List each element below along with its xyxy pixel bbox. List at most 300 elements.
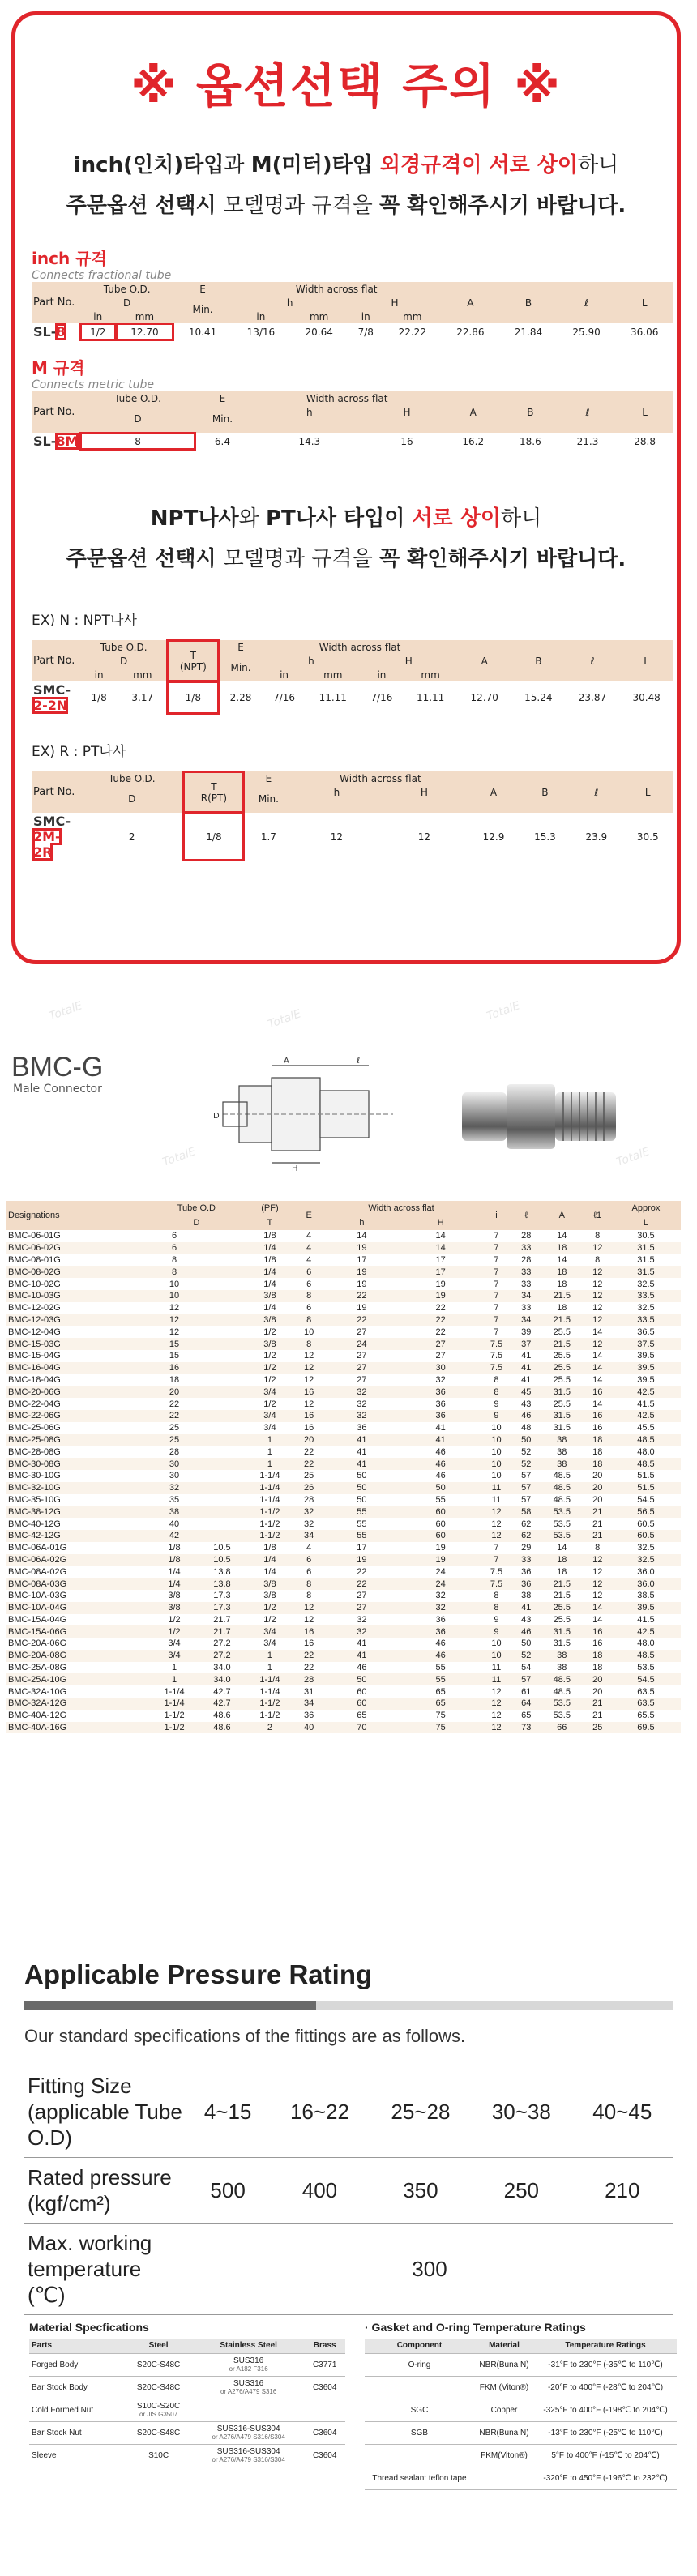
cell: 60 <box>357 1686 367 1697</box>
cell: 1/4 <box>263 1279 276 1289</box>
cell: -320°F to 450°F (-196℃ to 232℃) <box>534 2467 677 2489</box>
cell: 7.5 <box>480 1338 512 1350</box>
watermark: TotalE <box>485 999 522 1023</box>
cell: 19 <box>435 1543 446 1553</box>
cell: 18 <box>592 1446 603 1457</box>
cell: 7 <box>494 1543 499 1553</box>
th-t: T <box>211 780 217 792</box>
designation-cell: BMC-15-03G <box>6 1338 148 1350</box>
cell: 32.5 <box>611 1554 681 1566</box>
th-l-small: ℓ <box>513 1201 540 1230</box>
cell: 53.5 <box>553 1519 571 1529</box>
cell <box>200 1410 245 1422</box>
inch-spec-sub: Connects fractional tube <box>32 269 172 282</box>
th-in-3: in <box>360 668 404 681</box>
cell: 1-1/4 <box>164 1686 185 1697</box>
cell: 35 <box>169 1494 180 1505</box>
cell: 57 <box>521 1494 532 1505</box>
th-pf: (PF) <box>244 1201 295 1215</box>
th-b: B <box>520 771 571 813</box>
cell: 33 <box>513 1554 540 1566</box>
cell: 7 <box>494 1231 499 1241</box>
table-row <box>6 1590 681 1602</box>
cell: 48.5 <box>540 1482 584 1494</box>
cell <box>200 1230 245 1242</box>
cell: 50 <box>401 1482 480 1494</box>
cell: 1-1/2 <box>244 1530 295 1542</box>
cell <box>200 1290 245 1302</box>
cell: 22 <box>296 1458 323 1470</box>
cell: 57 <box>521 1471 532 1481</box>
m-type-text: M(미터)타입 <box>250 153 373 177</box>
cell: 1/8 <box>167 681 219 714</box>
cell: 40~45 <box>572 2066 673 2158</box>
cell: 18 <box>584 1650 611 1662</box>
cell: 32 <box>401 1602 480 1614</box>
cell: 1/8 <box>80 681 118 714</box>
cell: 41 <box>521 1374 532 1385</box>
th-e: E <box>219 640 262 654</box>
table-row <box>6 1434 681 1446</box>
cell: 25 <box>169 1423 180 1433</box>
cell: 22 <box>323 1290 401 1302</box>
cell: 41 <box>357 1446 367 1457</box>
part-highlight: 8M <box>56 434 79 449</box>
cell: SGC <box>365 2399 474 2421</box>
cell: 21.7 <box>200 1625 245 1638</box>
cell: 16 <box>296 1386 323 1398</box>
cell: 7 <box>480 1290 512 1302</box>
table-row <box>6 1458 681 1470</box>
cell: 18.6 <box>502 433 559 450</box>
designation-cell: BMC-28-08G <box>8 1446 61 1457</box>
cell <box>200 1482 245 1494</box>
cell: 18 <box>540 1266 584 1278</box>
th-h-small: h <box>263 654 360 668</box>
cell <box>200 1434 245 1446</box>
designation-cell: BMC-25A-10G <box>6 1673 148 1685</box>
pressure-title: Applicable Pressure Rating <box>24 1959 373 1989</box>
cell: Copper <box>474 2399 534 2421</box>
cell: 16 <box>296 1410 323 1422</box>
designation-cell: BMC-10A-03G <box>8 1591 67 1601</box>
th-stainless: Stainless Steel <box>193 2339 304 2353</box>
cell: 16 <box>296 1625 323 1638</box>
th-mm-2: mm <box>306 668 360 681</box>
cell: 55 <box>323 1530 401 1542</box>
th-e: E <box>296 1201 323 1230</box>
cell: 33 <box>521 1303 532 1314</box>
cell: 41 <box>323 1434 401 1446</box>
cell: 8 <box>480 1602 512 1614</box>
cell: 21 <box>592 1711 603 1721</box>
cell: 31.5 <box>540 1625 584 1638</box>
cell: 36 <box>357 1423 367 1433</box>
th-width: Width across flat <box>250 391 444 405</box>
th-h-big: H <box>370 405 445 419</box>
cell: 8 <box>296 1338 323 1350</box>
cell: 500 <box>186 2158 269 2224</box>
designation-cell: BMC-38-12G <box>6 1506 148 1518</box>
cell: Thread sealant teflon tape <box>365 2467 474 2489</box>
cell: 60.5 <box>611 1530 681 1542</box>
m-spec-sub: Connects metric tube <box>32 378 155 391</box>
cell: 51.5 <box>611 1482 681 1494</box>
cell: 9 <box>494 1399 499 1409</box>
table-row <box>6 1290 681 1302</box>
cell: 52 <box>513 1458 540 1470</box>
table-row <box>6 1266 681 1278</box>
th-width: Width across flat <box>293 771 468 785</box>
cell: 41 <box>521 1351 532 1361</box>
cell: 25 <box>304 1471 314 1481</box>
cell: 9 <box>494 1614 499 1625</box>
cell: 48 <box>521 1423 532 1433</box>
cell: 30.48 <box>619 681 673 714</box>
th-min: Min. <box>219 654 262 681</box>
gasket-title: · Gasket and O-ring Temperature Ratings <box>365 2321 586 2334</box>
cell: Bar Stock Nut <box>29 2421 124 2444</box>
cell: 57 <box>513 1482 540 1494</box>
cell: 51.5 <box>637 1471 655 1481</box>
designation-cell: BMC-12-04G <box>8 1326 61 1337</box>
cell: 3/8 <box>244 1290 295 1302</box>
cell: 18 <box>540 1554 584 1566</box>
cell: 73 <box>513 1722 540 1734</box>
cell: 1/8 <box>263 1254 276 1265</box>
cell: 32 <box>323 1386 401 1398</box>
cell: 55 <box>435 1494 446 1505</box>
table-row <box>6 1446 681 1458</box>
designation-cell: BMC-20A-08G <box>6 1650 148 1662</box>
cell: 57 <box>513 1673 540 1685</box>
cell: 3/8 <box>244 1578 295 1590</box>
cell: 7 <box>494 1303 499 1314</box>
cell <box>200 1266 245 1278</box>
notice-line-2 <box>15 186 677 226</box>
th-part-no: Part No. <box>32 282 80 323</box>
cell: 15 <box>148 1338 199 1350</box>
cell: 12 <box>584 1338 611 1350</box>
cell: 19 <box>401 1290 480 1302</box>
th-mm: mm <box>118 668 167 681</box>
cell: 8 <box>80 433 195 450</box>
cell: 1 <box>244 1650 295 1662</box>
cell: 50 <box>357 1494 367 1505</box>
th-part-no: Part No. <box>32 771 80 813</box>
cell: 14 <box>584 1362 611 1374</box>
cell: FKM (Viton®) <box>474 2376 534 2399</box>
table-row <box>6 1302 681 1314</box>
table-row <box>6 1625 681 1638</box>
th-l-small: ℓ <box>559 391 617 433</box>
part-highlight: 8 <box>56 324 66 340</box>
cell: 1-1/2 <box>244 1698 295 1710</box>
cell: 63.5 <box>611 1698 681 1710</box>
designation-cell: BMC-42-12G <box>6 1530 148 1542</box>
cell: 1/2 <box>148 1625 199 1638</box>
cell: 31.5 <box>540 1410 584 1422</box>
cell: 12 <box>480 1722 512 1734</box>
cell: 25 <box>584 1722 611 1734</box>
cell: 55 <box>323 1506 401 1518</box>
cell: 53.5 <box>540 1506 584 1518</box>
cell: 22 <box>323 1314 401 1326</box>
th-l: L <box>611 1215 681 1230</box>
cell: 1-1/2 <box>259 1711 280 1721</box>
th-b: B <box>499 282 558 323</box>
cell: Forged Body <box>29 2353 124 2376</box>
cell: 19 <box>357 1303 367 1314</box>
pt-example-label: EX) R : PT나사 <box>32 744 126 760</box>
designation-cell: BMC-35-10G <box>8 1494 61 1505</box>
cell: S10C-S20C or JIS G3507 <box>124 2399 193 2421</box>
table-row <box>6 1386 681 1398</box>
cell: 15 <box>169 1351 180 1361</box>
th-h-small: h <box>232 296 348 310</box>
cell: 27 <box>401 1338 480 1350</box>
cell: 25.90 <box>558 323 616 340</box>
cell: 17 <box>401 1266 480 1278</box>
table-row <box>6 1422 681 1434</box>
dim-l-label: ℓ <box>357 1057 361 1066</box>
cell: 48.5 <box>553 1471 571 1481</box>
cell: 30 <box>169 1471 180 1481</box>
cell: 1-1/2 <box>148 1722 199 1734</box>
cell: 1/4 <box>244 1554 295 1566</box>
cell: 1/4 <box>168 1566 181 1577</box>
cell: 21.5 <box>540 1314 584 1326</box>
th-a: A <box>468 771 519 813</box>
cell: 45.5 <box>637 1423 655 1433</box>
cell: 1.7 <box>244 813 293 861</box>
cell: 65 <box>401 1698 480 1710</box>
table-row <box>6 1698 681 1710</box>
cell: 66 <box>540 1722 584 1734</box>
pressure-description: Our standard specifications of the fittings are as follows. <box>24 2026 466 2046</box>
cell: 3/8 <box>148 1602 199 1614</box>
table-row <box>6 1614 681 1626</box>
cell: 8 <box>595 1254 601 1265</box>
table-row <box>6 1602 681 1614</box>
th-d: D <box>80 405 195 433</box>
title-underline <box>24 2001 673 2010</box>
cell: 25~28 <box>370 2066 471 2158</box>
cell: 65 <box>521 1711 532 1721</box>
title-underline-accent <box>24 2001 316 2010</box>
cell: 54 <box>521 1663 532 1673</box>
cell: 45 <box>513 1386 540 1398</box>
th-e: E <box>173 282 232 296</box>
table-row <box>6 1482 681 1494</box>
cell: 30.5 <box>622 813 673 861</box>
cell: 3/4 <box>244 1625 295 1638</box>
cell: 58 <box>513 1506 540 1518</box>
cell: 25.5 <box>553 1614 571 1625</box>
cell: 14 <box>435 1231 446 1241</box>
th-tube-od: Tube O.D <box>148 1201 244 1215</box>
cell: 18 <box>557 1566 567 1577</box>
cell: 42.5 <box>611 1625 681 1638</box>
cell: 10.5 <box>200 1554 245 1566</box>
cell: 24 <box>435 1566 446 1577</box>
confirm-text: 확인해주시기 바랍니다. <box>400 194 626 218</box>
cell: 46 <box>401 1650 480 1662</box>
cell: 31.5 <box>553 1638 571 1649</box>
cell <box>200 1506 245 1518</box>
cell: 53.5 <box>540 1698 584 1710</box>
designation-cell: BMC-08-02G <box>6 1266 148 1278</box>
cell <box>200 1446 245 1458</box>
cell: 12 <box>584 1290 611 1302</box>
designation-cell: BMC-12-02G <box>8 1303 61 1314</box>
cell: 31.5 <box>611 1242 681 1254</box>
cell: 22 <box>169 1399 180 1409</box>
cell: 31.5 <box>611 1266 681 1278</box>
cell: 12 <box>480 1530 512 1542</box>
cell: 65 <box>435 1686 446 1697</box>
cell: 12 <box>491 1711 502 1721</box>
cell: 25.5 <box>553 1326 571 1337</box>
cell: 4 <box>306 1543 312 1553</box>
cell: 50 <box>513 1434 540 1446</box>
cell: 1-1/4 <box>244 1482 295 1494</box>
cell: 38 <box>557 1663 567 1673</box>
designation-cell: BMC-20-06G <box>6 1386 148 1398</box>
cell: 6 <box>296 1554 323 1566</box>
bmc-g-spec-table <box>6 1201 681 1733</box>
cell: 20.64 <box>290 323 348 340</box>
cell: 30~38 <box>471 2066 571 2158</box>
cell: 26 <box>296 1482 323 1494</box>
cell <box>200 1350 245 1362</box>
th-in: in <box>80 310 116 323</box>
cell: 75 <box>435 1711 446 1721</box>
th-part-no: Part No. <box>32 640 80 681</box>
cell: 1/2 <box>263 1614 276 1625</box>
cell: 17 <box>357 1254 367 1265</box>
cell: 1 <box>244 1434 295 1446</box>
cell: 11 <box>480 1673 512 1685</box>
m-spec-label: M 규격 <box>32 358 85 378</box>
cell: 55 <box>357 1519 367 1529</box>
cell: 6 <box>171 1231 177 1241</box>
cell: 36 <box>304 1711 314 1721</box>
cell: -13°F to 230°F (-25℃ to 110℃) <box>534 2421 677 2444</box>
cell: 12 <box>296 1602 323 1614</box>
th-rpt: R(PT) <box>200 792 228 804</box>
th-tube-od: Tube O.D. <box>80 771 183 785</box>
cell: 39.5 <box>611 1362 681 1374</box>
cell: 1/8 <box>148 1554 199 1566</box>
cell: 3/8 <box>168 1591 181 1601</box>
designation-cell: BMC-10-03G <box>6 1290 148 1302</box>
cell: 12 <box>296 1362 323 1374</box>
cell: 64 <box>513 1698 540 1710</box>
th-approx: Approx <box>611 1201 681 1215</box>
cell: 32 <box>435 1591 446 1601</box>
cell: 60.5 <box>637 1519 655 1529</box>
th-mm-2: mm <box>290 310 348 323</box>
cell: C3771 <box>304 2353 345 2376</box>
table-row <box>29 2399 345 2421</box>
th-d: D <box>80 785 183 813</box>
th-h-big: H <box>348 296 441 310</box>
cell: 6 <box>306 1303 312 1314</box>
cell: 4 <box>306 1254 312 1265</box>
th-in-2: in <box>232 310 290 323</box>
cell: 14 <box>557 1254 567 1265</box>
table-row <box>6 1722 681 1734</box>
cell: 32 <box>323 1410 401 1422</box>
cell: 1-1/4 <box>259 1494 280 1505</box>
cell: 17.3 <box>213 1591 231 1601</box>
cell: 54.5 <box>637 1494 655 1505</box>
cell: 7/16 <box>360 681 404 714</box>
designation-cell: BMC-10A-04G <box>6 1602 148 1614</box>
cell: 32 <box>435 1374 446 1385</box>
cell: 21 <box>584 1530 611 1542</box>
cell: 1/4 <box>263 1566 276 1577</box>
cell: 25.5 <box>540 1362 584 1374</box>
th-h-big: H <box>401 1215 480 1230</box>
cell: S20C-S48C <box>124 2376 193 2399</box>
cell: 4 <box>306 1231 312 1241</box>
cell: 9 <box>480 1625 512 1638</box>
cell: 24 <box>401 1578 480 1590</box>
cell: 42.5 <box>611 1386 681 1398</box>
cell: 12 <box>169 1303 180 1314</box>
cell: 18 <box>169 1374 180 1385</box>
th-h-big: H <box>360 654 457 668</box>
cell: 21.5 <box>553 1591 571 1601</box>
cell: 12 <box>480 1698 512 1710</box>
cell: 32 <box>296 1506 323 1518</box>
cell: -20°F to 400°F (-28℃ to 204℃) <box>534 2376 677 2399</box>
cell: 21 <box>584 1698 611 1710</box>
order-text: 주문옵션 선택시 <box>66 547 224 571</box>
cell: 10 <box>491 1471 502 1481</box>
cell: 56.5 <box>611 1506 681 1518</box>
cell: 46 <box>435 1471 446 1481</box>
th-material: Material <box>474 2339 534 2353</box>
th-mm: mm <box>116 310 174 323</box>
cell: 33.5 <box>611 1290 681 1302</box>
diff-text: 서로 상이 <box>404 506 501 531</box>
cell: 33.5 <box>611 1314 681 1326</box>
cell: 30 <box>401 1362 480 1374</box>
cell: 46 <box>513 1625 540 1638</box>
cell <box>200 1242 245 1254</box>
cell: 42.5 <box>611 1410 681 1422</box>
cell: 10.41 <box>173 323 232 340</box>
designation-cell: BMC-12-03G <box>6 1314 148 1326</box>
cell: 350 <box>370 2158 471 2224</box>
cell: 12 <box>380 813 468 861</box>
table-row <box>6 1242 681 1254</box>
cell <box>200 1458 245 1470</box>
cell: 7 <box>480 1266 512 1278</box>
cell: 250 <box>471 2158 571 2224</box>
cell: Sleeve <box>29 2444 124 2467</box>
diff-text: 외경규격이 서로 상이 <box>372 153 579 177</box>
cell: 27.2 <box>200 1650 245 1662</box>
cell: 65.5 <box>637 1711 655 1721</box>
cell: 7 <box>494 1326 499 1337</box>
cell: 11.11 <box>306 681 360 714</box>
cell: 13.8 <box>200 1578 245 1590</box>
cell: 1/4 <box>244 1266 295 1278</box>
